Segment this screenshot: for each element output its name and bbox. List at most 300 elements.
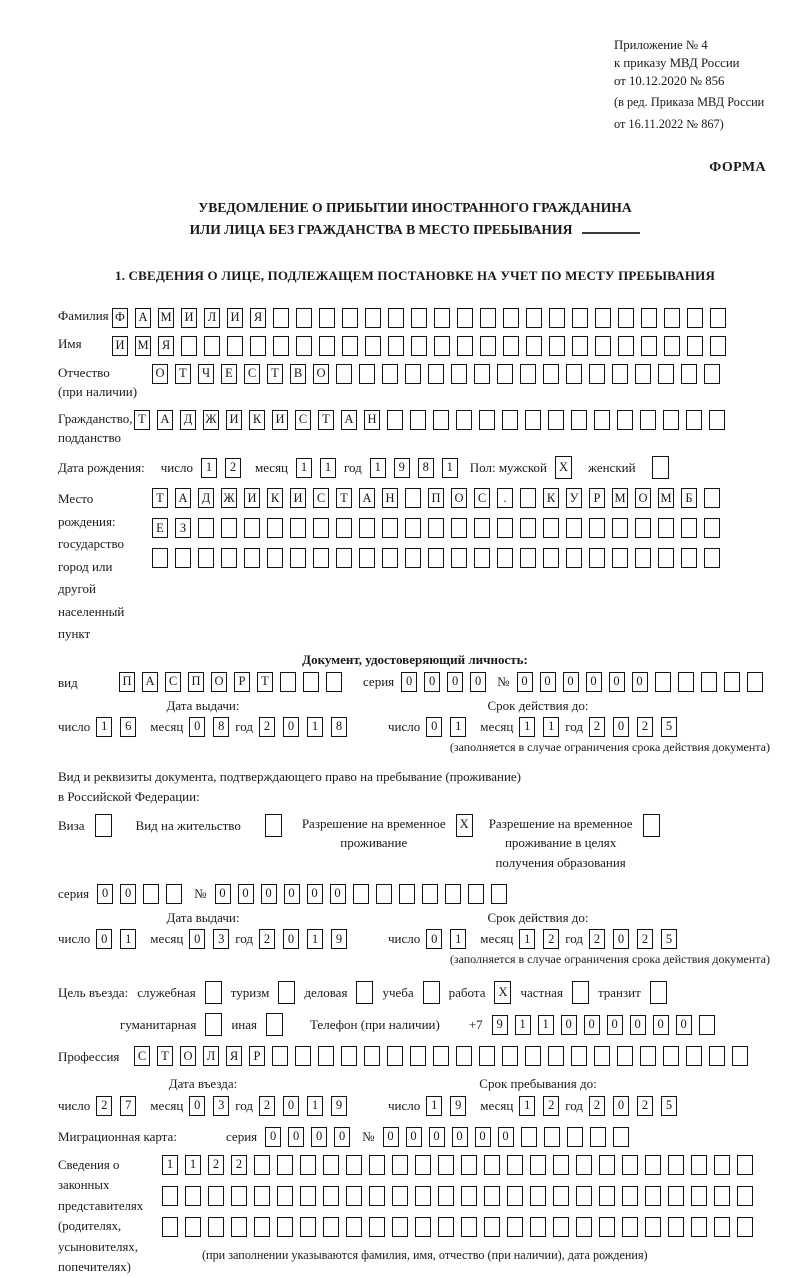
form-cell[interactable]: А [142, 672, 158, 692]
form-cell[interactable]: 9 [450, 1096, 466, 1116]
form-cell[interactable]: 0 [609, 672, 625, 692]
form-cell[interactable]: О [180, 1046, 196, 1066]
form-cell[interactable]: 0 [452, 1127, 468, 1147]
mc-series-cells[interactable] [265, 1127, 350, 1147]
form-cell[interactable]: 0 [517, 672, 533, 692]
form-cell[interactable] [678, 672, 694, 692]
doc-series-cells[interactable] [401, 672, 486, 692]
form-cell[interactable]: 2 [543, 1096, 559, 1116]
form-cell[interactable] [221, 548, 237, 568]
resid-series-cells[interactable] [97, 884, 182, 904]
form-cell[interactable] [520, 364, 536, 384]
form-cell[interactable] [434, 336, 450, 356]
form-cell[interactable] [502, 1046, 518, 1066]
form-cell[interactable] [612, 364, 628, 384]
form-cell[interactable] [415, 1186, 431, 1206]
form-cell[interactable] [457, 308, 473, 328]
form-cell[interactable]: 0 [613, 929, 629, 949]
form-cell[interactable]: 0 [120, 884, 136, 904]
form-cell[interactable] [166, 884, 182, 904]
form-cell[interactable]: 0 [189, 717, 205, 737]
form-cell[interactable] [480, 308, 496, 328]
form-cell[interactable]: 5 [661, 717, 677, 737]
form-cell[interactable] [658, 364, 674, 384]
form-cell[interactable]: 1 [450, 717, 466, 737]
form-cell[interactable] [710, 308, 726, 328]
form-cell[interactable] [198, 518, 214, 538]
form-cell[interactable] [497, 548, 513, 568]
form-cell[interactable] [359, 364, 375, 384]
entry-year-cells[interactable] [259, 1096, 347, 1116]
form-cell[interactable] [663, 1046, 679, 1066]
form-cell[interactable]: 7 [120, 1096, 136, 1116]
form-cell[interactable]: 1 [162, 1155, 178, 1175]
form-cell[interactable]: Т [157, 1046, 173, 1066]
form-cell[interactable] [198, 548, 214, 568]
form-cell[interactable] [162, 1186, 178, 1206]
form-cell[interactable]: 0 [653, 1015, 669, 1035]
form-cell[interactable]: 3 [213, 929, 229, 949]
form-cell[interactable]: П [119, 672, 135, 692]
form-cell[interactable] [388, 336, 404, 356]
form-cell[interactable] [382, 364, 398, 384]
form-cell[interactable]: X [456, 814, 473, 837]
form-cell[interactable]: С [134, 1046, 150, 1066]
form-cell[interactable]: 5 [661, 929, 677, 949]
form-cell[interactable] [405, 488, 421, 508]
form-cell[interactable] [641, 308, 657, 328]
form-cell[interactable] [205, 981, 222, 1004]
form-cell[interactable] [549, 308, 565, 328]
form-cell[interactable]: П [428, 488, 444, 508]
form-cell[interactable] [474, 518, 490, 538]
form-cell[interactable]: Я [158, 336, 174, 356]
form-cell[interactable] [643, 814, 660, 837]
form-cell[interactable]: Ф [112, 308, 128, 328]
doc-issue-year-cells[interactable] [259, 717, 347, 737]
form-cell[interactable] [451, 364, 467, 384]
form-cell[interactable] [599, 1186, 615, 1206]
doc-issue-month-cells[interactable] [189, 717, 229, 737]
form-cell[interactable] [359, 548, 375, 568]
form-cell[interactable] [548, 1046, 564, 1066]
form-cell[interactable]: И [181, 308, 197, 328]
form-cell[interactable] [737, 1155, 753, 1175]
form-cell[interactable] [520, 488, 536, 508]
form-cell[interactable] [589, 364, 605, 384]
form-cell[interactable] [208, 1217, 224, 1237]
form-cell[interactable]: 1 [426, 1096, 442, 1116]
form-cell[interactable] [543, 548, 559, 568]
form-cell[interactable] [313, 548, 329, 568]
form-cell[interactable]: . [497, 488, 513, 508]
form-cell[interactable] [387, 410, 403, 430]
form-cell[interactable]: 1 [96, 717, 112, 737]
gender-male-checkbox[interactable] [555, 456, 572, 479]
name-cells[interactable] [112, 336, 726, 356]
form-cell[interactable]: 2 [231, 1155, 247, 1175]
form-cell[interactable]: 0 [447, 672, 463, 692]
form-cell[interactable]: 3 [213, 1096, 229, 1116]
form-cell[interactable]: О [313, 364, 329, 384]
form-cell[interactable]: 0 [424, 672, 440, 692]
resid-issue-year-cells[interactable] [259, 929, 347, 949]
form-cell[interactable]: Т [318, 410, 334, 430]
form-cell[interactable]: 0 [307, 884, 323, 904]
gender-female-checkbox[interactable] [652, 456, 669, 479]
form-cell[interactable] [290, 548, 306, 568]
birth-year-cells[interactable] [370, 458, 458, 478]
form-cell[interactable] [346, 1186, 362, 1206]
form-cell[interactable]: С [313, 488, 329, 508]
form-cell[interactable]: И [290, 488, 306, 508]
form-cell[interactable]: 1 [442, 458, 458, 478]
birthplace-cells-row3[interactable] [152, 548, 720, 568]
form-cell[interactable]: 1 [370, 458, 386, 478]
form-cell[interactable] [645, 1217, 661, 1237]
form-cell[interactable] [617, 1046, 633, 1066]
form-cell[interactable] [543, 518, 559, 538]
form-cell[interactable] [280, 672, 296, 692]
form-cell[interactable] [387, 1046, 403, 1066]
form-cell[interactable] [658, 548, 674, 568]
form-cell[interactable] [399, 884, 415, 904]
form-cell[interactable] [266, 1013, 283, 1036]
form-cell[interactable] [709, 410, 725, 430]
form-cell[interactable]: Т [336, 488, 352, 508]
purpose-business-checkbox[interactable] [205, 981, 222, 1004]
form-cell[interactable] [365, 308, 381, 328]
form-cell[interactable]: 9 [331, 1096, 347, 1116]
resid-number-cells[interactable] [215, 884, 507, 904]
form-cell[interactable] [544, 1127, 560, 1147]
form-cell[interactable] [576, 1217, 592, 1237]
form-cell[interactable] [323, 1186, 339, 1206]
form-cell[interactable]: 0 [498, 1127, 514, 1147]
form-cell[interactable] [313, 518, 329, 538]
form-cell[interactable] [484, 1155, 500, 1175]
form-cell[interactable]: 1 [320, 458, 336, 478]
purpose-transit-checkbox[interactable] [650, 981, 667, 1004]
form-cell[interactable] [341, 1046, 357, 1066]
form-cell[interactable]: 0 [283, 717, 299, 737]
form-cell[interactable] [622, 1186, 638, 1206]
form-cell[interactable]: Т [267, 364, 283, 384]
form-cell[interactable]: 2 [589, 1096, 605, 1116]
form-cell[interactable] [480, 336, 496, 356]
form-cell[interactable]: 0 [288, 1127, 304, 1147]
form-cell[interactable] [691, 1186, 707, 1206]
form-cell[interactable] [622, 1155, 638, 1175]
form-cell[interactable] [618, 308, 634, 328]
form-cell[interactable] [520, 518, 536, 538]
form-cell[interactable] [410, 1046, 426, 1066]
form-cell[interactable] [664, 308, 680, 328]
form-cell[interactable] [640, 1046, 656, 1066]
form-cell[interactable] [663, 410, 679, 430]
form-cell[interactable] [369, 1155, 385, 1175]
form-cell[interactable]: 0 [630, 1015, 646, 1035]
form-cell[interactable]: 0 [261, 884, 277, 904]
form-cell[interactable]: 1 [519, 717, 535, 737]
form-cell[interactable] [438, 1217, 454, 1237]
form-cell[interactable] [641, 336, 657, 356]
form-cell[interactable]: 1 [519, 929, 535, 949]
form-cell[interactable] [346, 1217, 362, 1237]
form-cell[interactable] [277, 1217, 293, 1237]
form-cell[interactable] [392, 1217, 408, 1237]
form-cell[interactable] [572, 981, 589, 1004]
form-cell[interactable] [737, 1217, 753, 1237]
form-cell[interactable] [747, 672, 763, 692]
form-cell[interactable] [572, 336, 588, 356]
stay-day-cells[interactable] [426, 1096, 466, 1116]
form-cell[interactable] [571, 410, 587, 430]
form-cell[interactable] [323, 1217, 339, 1237]
purpose-study-checkbox[interactable] [423, 981, 440, 1004]
form-cell[interactable] [668, 1155, 684, 1175]
form-cell[interactable] [152, 548, 168, 568]
form-cell[interactable] [650, 981, 667, 1004]
form-cell[interactable]: А [135, 308, 151, 328]
form-cell[interactable]: 0 [283, 929, 299, 949]
form-cell[interactable] [645, 1155, 661, 1175]
form-cell[interactable] [428, 518, 444, 538]
form-cell[interactable] [548, 410, 564, 430]
form-cell[interactable] [479, 410, 495, 430]
form-cell[interactable]: Д [180, 410, 196, 430]
form-cell[interactable] [704, 488, 720, 508]
resid-expiry-month-cells[interactable] [519, 929, 559, 949]
form-cell[interactable] [507, 1155, 523, 1175]
representatives-cells-row2[interactable] [162, 1186, 753, 1206]
form-cell[interactable] [687, 336, 703, 356]
form-cell[interactable]: 0 [676, 1015, 692, 1035]
form-cell[interactable] [323, 1155, 339, 1175]
form-cell[interactable]: А [359, 488, 375, 508]
form-cell[interactable] [231, 1186, 247, 1206]
doc-expiry-year-cells[interactable] [589, 717, 677, 737]
form-cell[interactable] [382, 548, 398, 568]
form-cell[interactable]: 2 [637, 1096, 653, 1116]
form-cell[interactable] [175, 548, 191, 568]
form-cell[interactable]: 2 [259, 929, 275, 949]
form-cell[interactable]: О [211, 672, 227, 692]
stay-month-cells[interactable] [519, 1096, 559, 1116]
form-cell[interactable] [732, 1046, 748, 1066]
form-cell[interactable] [423, 981, 440, 1004]
form-cell[interactable]: Д [198, 488, 214, 508]
form-cell[interactable] [612, 518, 628, 538]
form-cell[interactable]: 0 [265, 1127, 281, 1147]
form-cell[interactable] [267, 518, 283, 538]
form-cell[interactable] [451, 518, 467, 538]
form-cell[interactable]: Л [204, 308, 220, 328]
form-cell[interactable] [530, 1217, 546, 1237]
form-cell[interactable]: 0 [284, 884, 300, 904]
form-cell[interactable]: 0 [401, 672, 417, 692]
form-cell[interactable] [300, 1155, 316, 1175]
form-cell[interactable] [272, 1046, 288, 1066]
form-cell[interactable] [658, 518, 674, 538]
form-cell[interactable] [359, 518, 375, 538]
form-cell[interactable]: А [157, 410, 173, 430]
form-cell[interactable] [392, 1186, 408, 1206]
form-cell[interactable] [303, 672, 319, 692]
form-cell[interactable] [635, 548, 651, 568]
form-cell[interactable]: О [152, 364, 168, 384]
form-cell[interactable]: 0 [97, 884, 113, 904]
form-cell[interactable]: 0 [406, 1127, 422, 1147]
form-cell[interactable] [353, 884, 369, 904]
birth-month-cells[interactable] [296, 458, 336, 478]
form-cell[interactable] [342, 336, 358, 356]
form-cell[interactable]: 1 [515, 1015, 531, 1035]
form-cell[interactable]: 9 [331, 929, 347, 949]
residence-permit-checkbox[interactable] [265, 814, 282, 837]
form-cell[interactable]: Р [589, 488, 605, 508]
form-cell[interactable]: Б [681, 488, 697, 508]
form-cell[interactable] [595, 308, 611, 328]
form-cell[interactable]: 1 [543, 717, 559, 737]
form-cell[interactable] [691, 1155, 707, 1175]
form-cell[interactable]: 2 [259, 717, 275, 737]
form-cell[interactable] [521, 1127, 537, 1147]
form-cell[interactable] [456, 1046, 472, 1066]
form-cell[interactable]: Ж [203, 410, 219, 430]
form-cell[interactable] [681, 548, 697, 568]
form-cell[interactable]: 2 [96, 1096, 112, 1116]
form-cell[interactable]: Н [364, 410, 380, 430]
representatives-cells-row1[interactable] [162, 1155, 753, 1175]
form-cell[interactable]: Р [234, 672, 250, 692]
form-cell[interactable] [594, 1046, 610, 1066]
purpose-work-checkbox[interactable] [494, 981, 511, 1004]
form-cell[interactable] [319, 336, 335, 356]
form-cell[interactable] [336, 548, 352, 568]
form-cell[interactable] [382, 518, 398, 538]
form-cell[interactable] [704, 548, 720, 568]
form-cell[interactable] [525, 410, 541, 430]
form-cell[interactable]: М [135, 336, 151, 356]
form-cell[interactable] [295, 1046, 311, 1066]
form-cell[interactable]: 1 [307, 929, 323, 949]
form-cell[interactable] [595, 336, 611, 356]
form-cell[interactable] [162, 1217, 178, 1237]
purpose-commercial-checkbox[interactable] [356, 981, 373, 1004]
form-cell[interactable] [503, 336, 519, 356]
form-cell[interactable]: З [175, 518, 191, 538]
form-cell[interactable] [526, 336, 542, 356]
form-cell[interactable] [553, 1217, 569, 1237]
form-cell[interactable] [451, 548, 467, 568]
form-cell[interactable] [318, 1046, 334, 1066]
resid-issue-day-cells[interactable] [96, 929, 136, 949]
form-cell[interactable]: 2 [225, 458, 241, 478]
form-cell[interactable] [405, 364, 421, 384]
form-cell[interactable] [336, 518, 352, 538]
form-cell[interactable]: 0 [189, 1096, 205, 1116]
form-cell[interactable] [599, 1155, 615, 1175]
form-cell[interactable] [365, 336, 381, 356]
form-cell[interactable]: 1 [450, 929, 466, 949]
form-cell[interactable] [652, 456, 669, 479]
form-cell[interactable] [525, 1046, 541, 1066]
form-cell[interactable] [422, 884, 438, 904]
form-cell[interactable] [208, 1186, 224, 1206]
form-cell[interactable]: 0 [584, 1015, 600, 1035]
form-cell[interactable] [244, 518, 260, 538]
citizenship-cells[interactable] [134, 410, 725, 430]
form-cell[interactable]: 8 [213, 717, 229, 737]
form-cell[interactable] [645, 1186, 661, 1206]
form-cell[interactable] [681, 364, 697, 384]
form-cell[interactable]: X [494, 981, 511, 1004]
doc-kind-cells[interactable] [119, 672, 342, 692]
form-cell[interactable]: И [227, 308, 243, 328]
form-cell[interactable] [566, 518, 582, 538]
form-cell[interactable] [714, 1155, 730, 1175]
form-cell[interactable]: 0 [96, 929, 112, 949]
form-cell[interactable] [296, 308, 312, 328]
form-cell[interactable] [618, 336, 634, 356]
form-cell[interactable] [277, 1155, 293, 1175]
form-cell[interactable] [319, 308, 335, 328]
form-cell[interactable] [567, 1127, 583, 1147]
form-cell[interactable] [278, 981, 295, 1004]
form-cell[interactable] [635, 518, 651, 538]
form-cell[interactable] [392, 1155, 408, 1175]
form-cell[interactable]: Т [175, 364, 191, 384]
phone-cells[interactable] [492, 1015, 715, 1035]
form-cell[interactable] [571, 1046, 587, 1066]
form-cell[interactable]: 0 [238, 884, 254, 904]
form-cell[interactable] [445, 884, 461, 904]
form-cell[interactable] [617, 410, 633, 430]
doc-expiry-month-cells[interactable] [519, 717, 559, 737]
form-cell[interactable] [686, 410, 702, 430]
form-cell[interactable] [415, 1217, 431, 1237]
form-cell[interactable] [714, 1186, 730, 1206]
form-cell[interactable]: В [290, 364, 306, 384]
form-cell[interactable] [526, 308, 542, 328]
form-cell[interactable] [326, 672, 342, 692]
form-cell[interactable] [433, 410, 449, 430]
form-cell[interactable] [655, 672, 671, 692]
form-cell[interactable]: С [474, 488, 490, 508]
stay-year-cells[interactable] [589, 1096, 677, 1116]
form-cell[interactable] [185, 1217, 201, 1237]
form-cell[interactable] [254, 1155, 270, 1175]
form-cell[interactable]: И [244, 488, 260, 508]
form-cell[interactable] [566, 364, 582, 384]
form-cell[interactable] [590, 1127, 606, 1147]
form-cell[interactable]: 2 [543, 929, 559, 949]
doc-number-cells[interactable] [517, 672, 763, 692]
representatives-cells-row3[interactable] [162, 1217, 753, 1237]
form-cell[interactable]: 2 [637, 929, 653, 949]
form-cell[interactable] [543, 364, 559, 384]
form-cell[interactable] [405, 548, 421, 568]
form-cell[interactable] [737, 1186, 753, 1206]
form-cell[interactable] [709, 1046, 725, 1066]
form-cell[interactable] [346, 1155, 362, 1175]
birth-day-cells[interactable] [201, 458, 241, 478]
form-cell[interactable] [491, 884, 507, 904]
form-cell[interactable] [231, 1217, 247, 1237]
form-cell[interactable] [369, 1217, 385, 1237]
form-cell[interactable] [704, 364, 720, 384]
